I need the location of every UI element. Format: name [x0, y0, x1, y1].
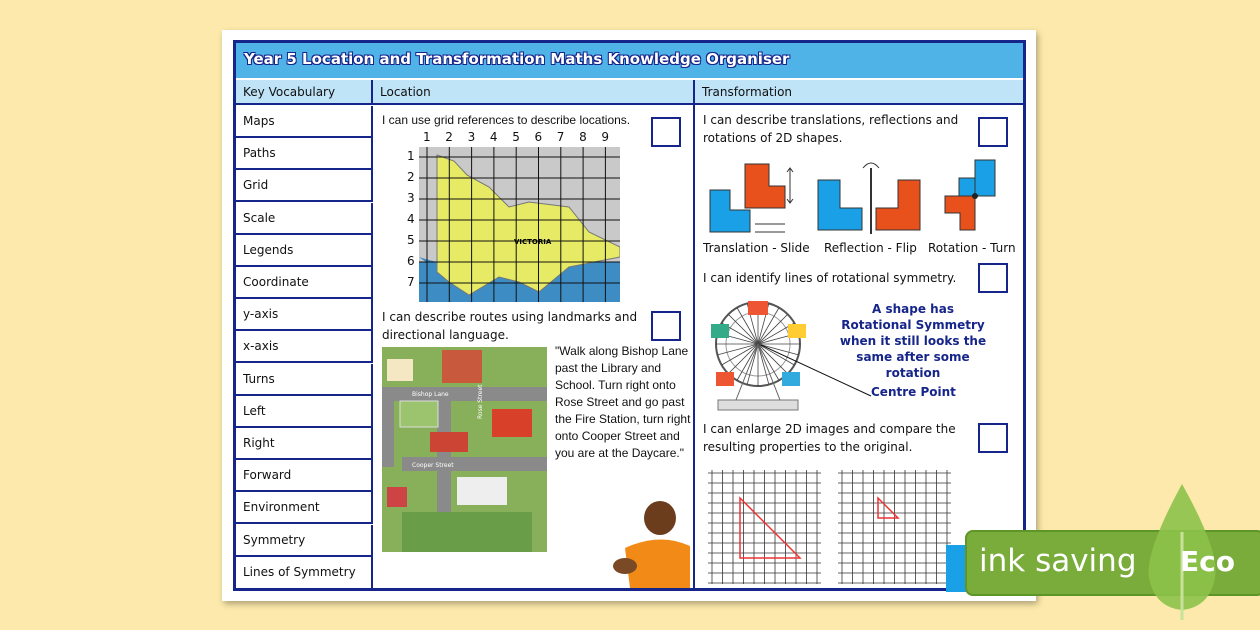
- grid-row-label: 2: [407, 170, 415, 184]
- reflection-caption: Reflection - Flip: [824, 241, 917, 255]
- centre-point-label: Centre Point: [871, 385, 956, 399]
- enlarge-statement: I can enlarge 2D images and compare the resulting properties to the original.: [703, 422, 956, 454]
- vocab-item: Environment: [236, 492, 373, 524]
- vocab-item: Legends: [236, 235, 373, 267]
- grid-row-label: 7: [407, 275, 415, 289]
- grid-row-label: 4: [407, 212, 415, 226]
- vocab-item: Right: [236, 428, 373, 460]
- grid-column-label: 9: [601, 130, 610, 144]
- rotation-caption: Rotation - Turn: [928, 241, 1016, 255]
- vocab-item: y-axis: [236, 299, 373, 331]
- enlarge-checkbox[interactable]: [978, 423, 1008, 453]
- grid-row-label: 6: [407, 254, 415, 268]
- ink-saving-label: ink saving: [979, 543, 1137, 579]
- vocab-item: Forward: [236, 460, 373, 492]
- vocab-item: x-axis: [236, 331, 373, 363]
- vocab-item: Grid: [236, 170, 373, 202]
- grid-column-label: 2: [445, 130, 453, 144]
- vocab-item: Maps: [236, 106, 373, 138]
- symmetry-checkbox[interactable]: [978, 263, 1008, 293]
- grid-column-label: 5: [512, 130, 520, 144]
- grid-statement: I can use grid references to describe locations.: [382, 113, 631, 127]
- translation-caption: Translation - Slide: [703, 241, 810, 255]
- transformation-header: Transformation: [695, 80, 1023, 105]
- vocab-item: Coordinate: [236, 267, 373, 299]
- grid-row-label: 3: [407, 191, 415, 205]
- grid-row-label: 1: [407, 149, 415, 163]
- grid-column-label: 3: [467, 130, 476, 144]
- street-label: Rose Street: [477, 384, 484, 419]
- symmetry-statement: I can identify lines of rotational symmetry.: [703, 271, 957, 285]
- boy-illustration: [605, 500, 690, 588]
- grid-column-label: 1: [423, 130, 431, 144]
- vocab-item: Lines of Symmetry: [236, 557, 373, 589]
- vocab-item: Scale: [236, 203, 373, 235]
- street-label: Bishop Lane: [412, 391, 449, 398]
- vocab-item: Left: [236, 396, 373, 428]
- enlargement-grids: [708, 468, 958, 586]
- vocab-item: Turns: [236, 364, 373, 396]
- shapes-statement: I can describe translations, reflections and rotations of 2D shapes.: [703, 113, 959, 145]
- victoria-grid-map: [419, 147, 620, 302]
- shapes-checkbox[interactable]: [978, 117, 1008, 147]
- route-quote: "Walk along Bishop Lane past the Library and School. Turn right onto Rose Street and go past the Fire Station, turn right onto Cooper Street and you are at the Daycare.": [555, 344, 691, 460]
- vocab-header: Key Vocabulary: [236, 80, 373, 105]
- location-header: Location: [373, 80, 695, 105]
- map-label: VICTORIA: [514, 238, 552, 246]
- rotational-symmetry-definition: A shape has Rotational Symmetry when it still looks the same after some rotation: [839, 302, 987, 380]
- grid-checkbox[interactable]: [651, 117, 681, 147]
- page-title: Year 5 Location and Transformation Maths Knowledge Organiser: [236, 43, 1023, 78]
- routes-statement: I can describe routes using landmarks and directional language.: [382, 310, 638, 342]
- vocab-item: Symmetry: [236, 525, 373, 557]
- transformation-shapes: [705, 158, 1020, 238]
- grid-column-label: 7: [556, 130, 565, 144]
- grid-column-label: 6: [534, 130, 543, 144]
- vocab-item: Paths: [236, 138, 373, 170]
- street-map-illustration: [382, 347, 547, 552]
- eco-badge: Eco: [1180, 545, 1235, 578]
- grid-row-label: 5: [407, 233, 415, 247]
- grid-column-label: 8: [579, 130, 587, 144]
- street-label: Cooper Street: [412, 462, 454, 469]
- grid-column-label: 4: [489, 130, 498, 144]
- routes-checkbox[interactable]: [651, 311, 681, 341]
